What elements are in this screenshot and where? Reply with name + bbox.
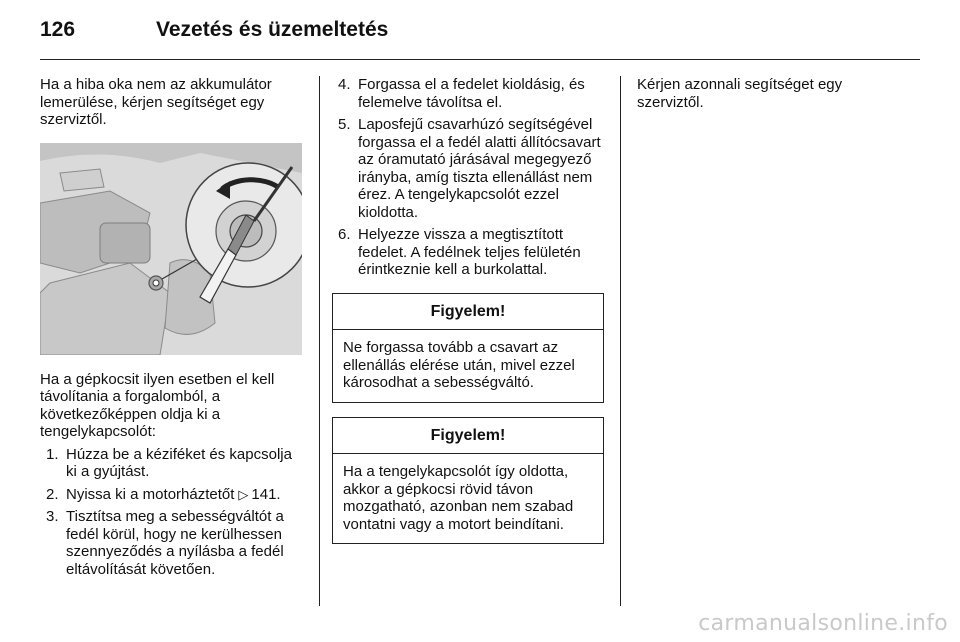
steps-list-2 bbox=[332, 76, 604, 279]
warning-title: Figyelem! bbox=[333, 418, 603, 455]
page-reference[interactable]: 141. bbox=[251, 485, 281, 503]
service-paragraph: Kérjen azonnali segítséget egy szerviztől. bbox=[637, 76, 843, 111]
list-item bbox=[332, 226, 604, 279]
instructions-paragraph: Ha a gépkocsit ilyen esetben el kell távolítania a forgalomból, a következőképpen oldja ki a tengelykapcsolót: bbox=[40, 370, 275, 440]
column-1 bbox=[40, 76, 306, 583]
header-rule bbox=[40, 59, 920, 60]
gear-selector-release-screw-illustration bbox=[40, 143, 302, 355]
step-number: 6. bbox=[338, 226, 351, 243]
step-number: 1. bbox=[46, 445, 59, 463]
step-text: Forgassa el a fedelet kioldásig, és felemelve távolítsa el. bbox=[358, 76, 585, 111]
column-3 bbox=[637, 76, 903, 111]
list-item bbox=[332, 116, 604, 221]
steps-list-1 bbox=[40, 446, 306, 579]
list-item bbox=[40, 486, 306, 504]
column-divider-1 bbox=[319, 76, 320, 606]
warning-box-1 bbox=[332, 293, 604, 403]
warning-title: Figyelem! bbox=[333, 294, 603, 331]
warning-text: Ne forgassa tovább a csavart az ellenállás elérése után, mivel ezzel károsodhat a sebességváltó. bbox=[343, 339, 575, 391]
list-item bbox=[40, 446, 306, 481]
watermark: carmanualsonline.info bbox=[698, 611, 948, 636]
page-title: Vezetés és üzemeltetés bbox=[156, 18, 389, 41]
step-text: Helyezze vissza a megtisztított fedelet. A fedélnek teljes felületén érintkeznie kell a burkolattal. bbox=[358, 226, 581, 278]
column-2 bbox=[332, 76, 604, 544]
step-number: 4. bbox=[338, 76, 351, 93]
step-text: Tisztítsa meg a sebességváltót a fedél körül, hogy ne kerülhessen szennyeződés a nyílásba a fedél eltávolítását követően. bbox=[66, 508, 284, 578]
step-number: 3. bbox=[46, 508, 59, 525]
page-header bbox=[40, 18, 920, 58]
step-text: Laposfejű csavarhúzó segítségével forgassa el a fedél alatti állítócsavart az óramutató járásával megegyező irányba, amíg tiszta ellenállást nem érez. A tengelykapcsolót ezzel kioldotta. bbox=[358, 116, 601, 221]
page-reference-arrow-icon: ▷ bbox=[238, 486, 249, 502]
step-number: 5. bbox=[338, 116, 351, 133]
intro-paragraph: Ha a hiba oka nem az akkumulátor lemerülése, kérjen segítséget egy szerviztől. bbox=[40, 76, 272, 128]
step-number: 2. bbox=[46, 485, 59, 503]
warning-text: Ha a tengelykapcsolót így oldotta, akkor a gépkocsi rövid távon mozgatható, azonban nem szabad vontatni vagy a motort beindítani. bbox=[343, 463, 574, 533]
column-divider-2 bbox=[620, 76, 621, 606]
list-item bbox=[332, 76, 604, 111]
step-text: Nyissa ki a motorháztetőt bbox=[66, 485, 235, 503]
warning-box-2 bbox=[332, 417, 604, 545]
illustration-svg bbox=[40, 143, 302, 355]
list-item bbox=[40, 508, 306, 578]
step-text: Húzza be a kéziféket és kapcsolja ki a gyújtást. bbox=[66, 445, 292, 480]
page-number: 126 bbox=[40, 18, 76, 41]
